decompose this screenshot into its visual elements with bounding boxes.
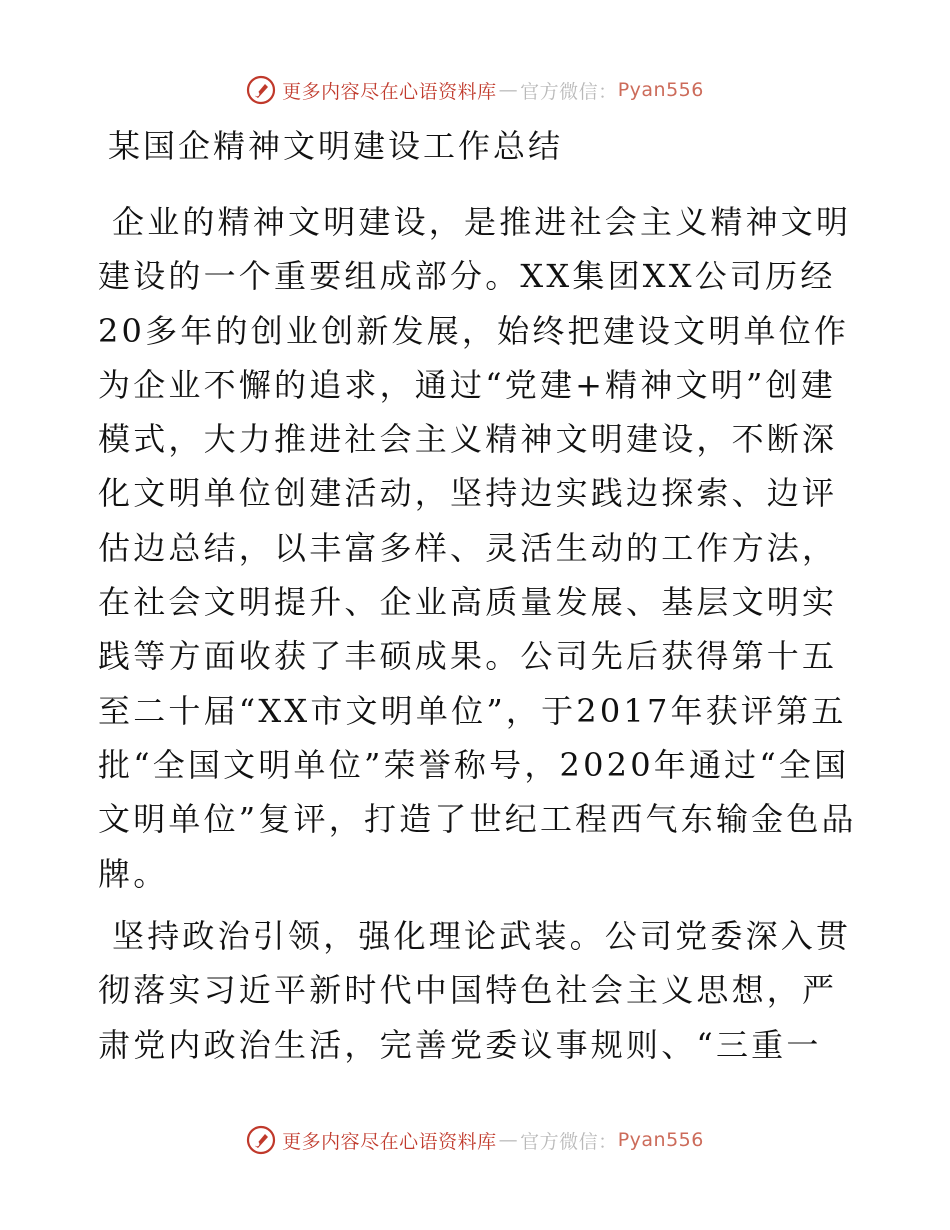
- pen-nib-logo-icon: [246, 1125, 276, 1155]
- pen-nib-logo-icon: [246, 75, 276, 105]
- header-watermark: [0, 70, 950, 110]
- footer-watermark: [0, 1120, 950, 1160]
- document-title: 某国企精神文明建设工作总结: [108, 127, 564, 165]
- watermark-wechat-label: 官方微信：: [520, 1130, 618, 1153]
- watermark-wechat-label: 官方微信：: [520, 80, 618, 103]
- watermark-wechat-id: Pyan556: [617, 79, 704, 101]
- watermark-dash: —: [498, 79, 519, 101]
- watermark-brand-text: 更多内容尽在心语资料库: [282, 80, 497, 103]
- watermark-wechat-id: Pyan556: [617, 1129, 704, 1151]
- watermark-brand-text: 更多内容尽在心语资料库: [282, 1130, 497, 1153]
- body-paragraph-1: 企业的精神文明建设，是推进社会主义精神文明建设的一个重要组成部分。XX集团XX公司历经20多年的创业创新发展，始终把建设文明单位作为企业不懈的追求，通过“党建+精神文明”创建模式，大力推进社会主义精神文明建设，不断深化文明单位创建活动，坚持边实践边探索、边评估边总结，以丰富多样、灵活生动的工作方法，在社会文明提升、企业高质量发展、基层文明实践等方面收获了丰硕成果。公司先后获得第十五至二十届“XX市文明单位”，于2017年获评第五批“全国文明单位”荣誉称号，2020年通过“全国文明单位”复评，打造了世纪工程西气东输金色品牌。: [98, 203, 857, 893]
- body-paragraph-2: 坚持政治引领，强化理论武装。公司党委深入贯彻落实习近平新时代中国特色社会主义思想，严肃党内政治生活，完善党委议事规则、“三重一: [98, 917, 852, 1064]
- watermark-dash: —: [498, 1129, 519, 1151]
